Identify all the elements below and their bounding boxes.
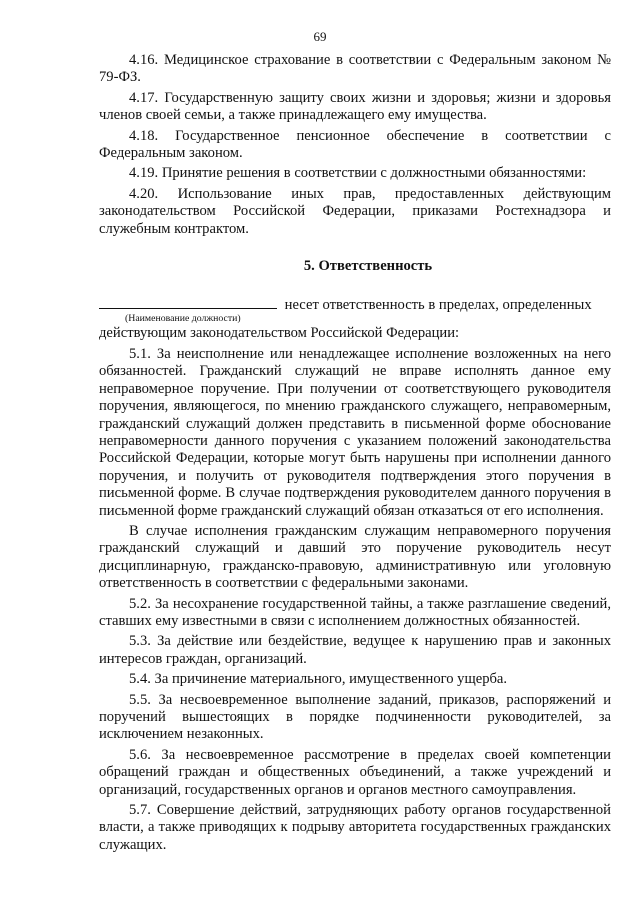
section-heading: 5. Ответственность xyxy=(303,258,433,275)
position-blank-field xyxy=(99,294,277,309)
item-5-5: 5.5. За несвоевременное выполнение заданий, приказов, распоряжений и поручений вышестоящих в порядке подчиненности руководителей, за исключением незаконных. xyxy=(99,691,611,743)
item-5-7: 5.7. Совершение действий, затрудняющих работу органов государственной власти, а также приводящих к подрыву авторитета государственных гражданских служащих. xyxy=(99,802,611,853)
position-line-text: несет ответственность в пределах, определенных xyxy=(284,297,592,314)
item-4-16: 4.16. Медицинское страхование в соответствии с Федеральным законом № 79-ФЗ. xyxy=(99,52,611,86)
item-4-20: 4.20. Использование иных прав, предоставленных действующим законодательством Российской Федерации, приказами Ростехнадзора и служебным контрактом. xyxy=(99,185,611,237)
document-body xyxy=(99,52,611,857)
item-4-18: 4.18. Государственное пенсионное обеспечение в соответствии с Федеральным законом. xyxy=(99,127,611,162)
position-caption: (Наименование должности) xyxy=(125,313,241,325)
item-5-1: 5.1. За неисполнение или ненадлежащее исполнение возложенных на него обязанностей. Гражданский служащий не вправе исполнять данное ему неправомерное поручение. При получении от соответствующего руководителя поручения, являющегося, по мнению гражданского служащего, неправомерным, гражданский служащий должен представить в письменной форме обоснование неправомерности данного поручения с указанием положений законодательства Российской Федерации, которые могут быть нарушены при исполнении данного поручения, и получить от руководителя подтверждения этого поручения в письменной форме. В случае подтверждения руководителем данного поручения в письменной форме гражданский служащий обязан отказаться от его исполнения. xyxy=(99,345,611,519)
section-intro: действующим законодательством Российской Федерации: xyxy=(99,325,460,342)
item-5-6: 5.6. За несвоевременное рассмотрение в пределах своей компетенции обращений граждан и общественных объединений, а также учреждений и организаций, государственных органов и органов местного самоуправления. xyxy=(99,746,611,798)
item-4-19: 4.19. Принятие решения в соответствии с должностными обязанностями: xyxy=(129,165,587,182)
item-5-2: 5.2. За несохранение государственной тайны, а также разглашение сведений, ставших ему известными в связи с исполнением должностных обязанностей. xyxy=(99,595,611,629)
item-5-4: 5.4. За причинение материального, имущественного ущерба. xyxy=(129,671,508,688)
page-number: 69 xyxy=(313,29,327,44)
item-5-1-continuation: В случае исполнения гражданским служащим неправомерного поручения гражданский служащий и давший это поручение руководитель несут дисциплинарную, гражданско-правовую, административную или уголовную ответственность в соответствии с федеральными законами. xyxy=(99,522,611,592)
item-5-3: 5.3. За действие или бездействие, ведущее к нарушению прав и законных интересов граждан, организаций. xyxy=(99,633,611,667)
item-4-17: 4.17. Государственную защиту своих жизни и здоровья; жизни и здоровья членов своей семьи, а также принадлежащего ему имущества. xyxy=(99,89,611,124)
position-line xyxy=(99,294,611,313)
